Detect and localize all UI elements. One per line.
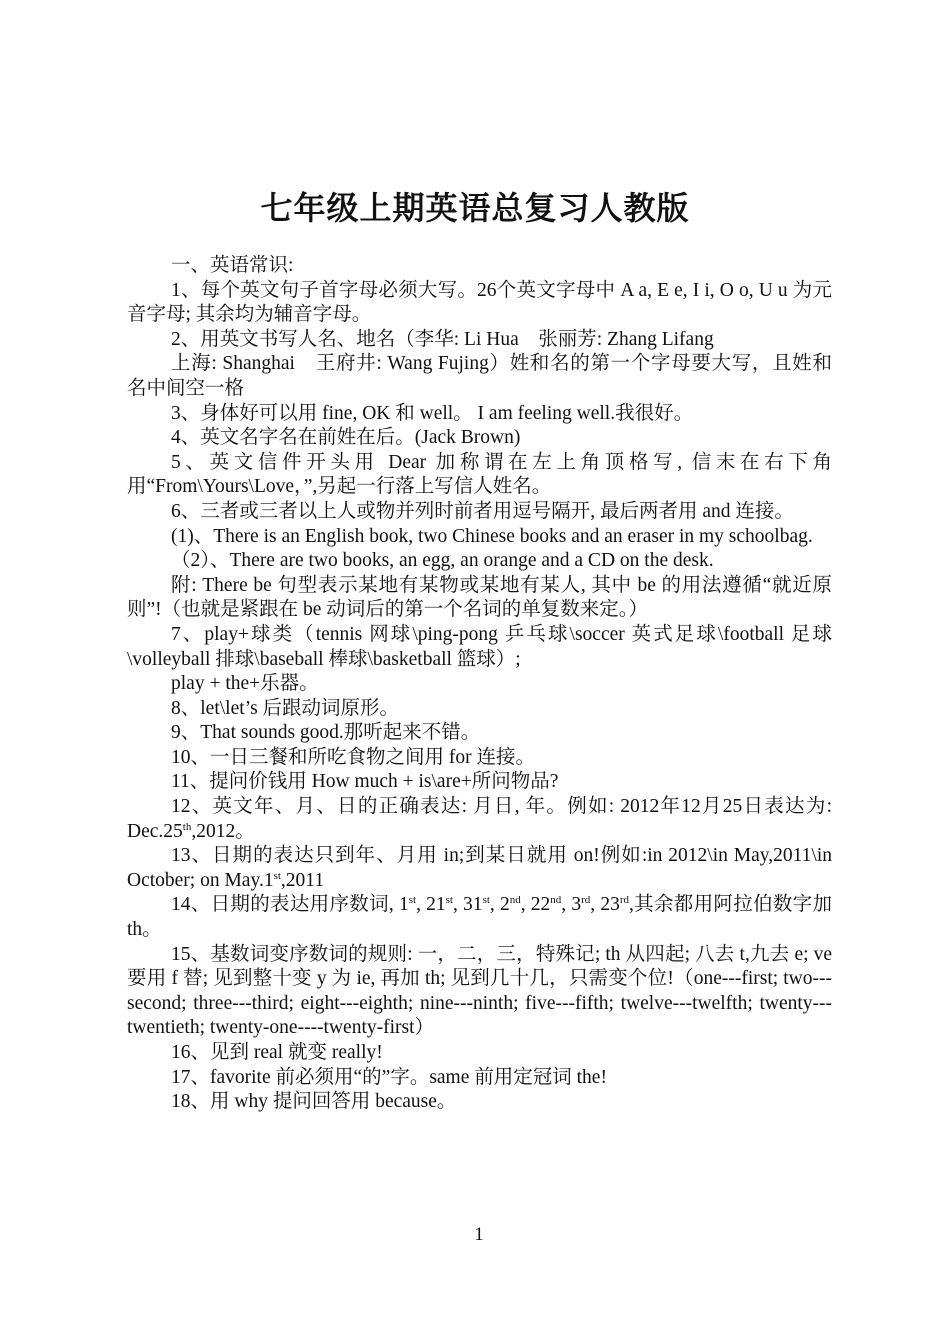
ordinal-suffix: st [408,894,417,907]
paragraph [127,893,832,942]
text-run: 8、let\let’s 后跟动词原形。 [171,697,400,719]
text-run: ,2012。 [191,820,255,842]
paragraph [127,697,832,722]
text-run: 2、用英文书写人名、地名（李华: Li Hua 张丽芳: Zhang Lifang [171,328,714,350]
text-run: 4、英文名字名在前姓在后。(Jack Brown) [171,427,521,449]
text-run: 10、一日三餐和所吃食物之间用 for 连接。 [171,746,535,768]
text-run: 1、每个英文句子首字母必须大写。26个英文字母中 A a, E e, I i, O o, U u 为元音字母; 其余均为辅音字母。 [127,279,832,326]
paragraph [127,549,832,574]
page-number: 1 [474,1224,484,1245]
paragraph [127,943,832,1041]
text-run: 14、日期的表达用序数词, 1 [171,894,409,916]
paragraph [127,352,832,401]
ordinal-suffix: th [182,820,192,833]
paragraph [127,770,832,795]
ordinal-suffix: rd [581,894,591,907]
text-run: 附: There be 句型表示某地有某物或某地有某人, 其中 be 的用法遵循“就近原则”!（也就是紧跟在 be 动词后的第一个名词的单复数来定。） [127,574,832,621]
ordinal-suffix: rd [619,894,629,907]
text-run: (1)、There is an English book, two Chinese books and an eraser in my schoolbag. [171,525,813,547]
text-run: 9、That sounds good.那听起来不错。 [171,722,481,744]
text-run: 3、身体好可以用 fine, OK 和 well。 I am feeling well.我很好。 [171,402,694,424]
paragraph [127,672,832,697]
text-run: , 2 [489,894,510,916]
paragraph [127,721,832,746]
paragraph [127,1066,832,1091]
paragraph [127,746,832,771]
text-run: , 22 [520,894,551,916]
text-run: （2）、There are two books, an egg, an orange and a CD on the desk. [171,550,714,572]
text-run: play + the+乐器。 [171,673,319,695]
text-run: ,2011 [280,869,325,891]
text-run: 15、基数词变序数词的规则: 一，二，三，特殊记; th 从四起; 八去 t,九去 e; ve 要用 f 替; 见到整十变 y 为 ie, 再加 th; 见到几十几，只需变个位!（one---first; two---second; three---third; eight---eighth; nine---ninth; five---fifth; twelve---twelfth; twenty---twentieth; twenty-one----twenty-first） [127,943,832,1039]
paragraph [127,500,832,525]
paragraph [127,426,832,451]
text-run: 一、英语常识: [171,255,294,276]
text-run: 18、用 why 提问回答用 because。 [171,1091,457,1113]
text-run: 17、favorite 前必须用“的”字。same 前用定冠词 the! [171,1066,607,1088]
paragraph [127,574,832,623]
text-run: 13、日期的表达只到年、月用 in;到某日就用 on!例如:in 2012\in May,2011\in October; on May.1 [127,845,832,891]
paragraph [127,844,832,893]
text-run: ,其余都用阿拉伯数字加 th。 [127,894,832,941]
ordinal-suffix: nd [509,894,521,907]
paragraph [127,1041,832,1066]
text-run: 上海: Shanghai 王府井: Wang Fujing）姓和名的第一个字母要大写，且姓和名中间空一格 [127,353,832,399]
paragraph [127,623,832,672]
text-run: 16、见到 real 就变 really! [171,1042,383,1063]
text-run: , 23 [590,894,620,916]
ordinal-suffix: nd [550,894,562,907]
text-run: 6、三者或三者以上人或物并列时前者用逗号隔开, 最后两者用 and 连接。 [171,500,794,522]
paragraph [127,402,832,427]
ordinal-suffix: st [482,894,490,907]
text-run: , 21 [416,894,446,916]
document-body [127,254,832,1115]
paragraph [127,525,832,550]
paragraph [127,1090,832,1115]
text-run: 7、play+球类（tennis 网球\ping-pong 乒乓球\soccer 英式足球\football 足球\volleyball 排球\baseball 棒球\basketball 篮球）; [127,623,832,670]
paragraph [127,279,832,328]
text-run: 12、英文年、月、日的正确表达: 月日, 年。例如: 2012年12月25日表达为: Dec.25 [127,796,832,842]
text-run: 11、提问价钱用 How much + is\are+所问物品? [171,771,559,793]
ordinal-suffix: st [445,894,453,907]
paragraph [127,795,832,844]
paragraph [127,451,832,500]
text-run: , 3 [561,894,582,916]
document-title: 七年级上期英语总复习人教版 [260,189,690,227]
text-run: , 31 [453,894,483,916]
ordinal-suffix: st [273,869,281,882]
text-run: 5、英文信件开头用 Dear 加称谓在左上角顶格写, 信末在右下角用“From\Yours\Love，”,另起一行落上写信人姓名。 [127,451,832,498]
paragraph [127,254,832,279]
paragraph [127,328,832,353]
